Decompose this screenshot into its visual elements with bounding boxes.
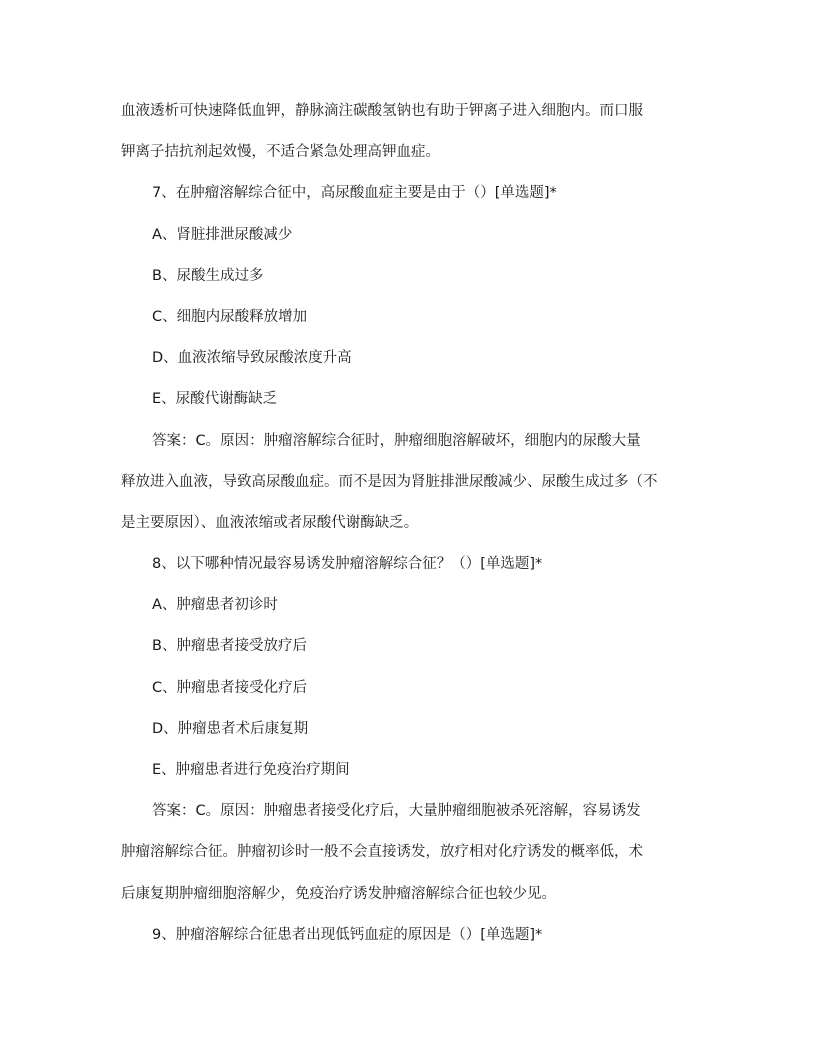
option-a: A、肿瘤患者初诊时 bbox=[152, 597, 278, 614]
text-line: 钾离子拮抗剂起效慢，不适合紧急处理高钾血症。 bbox=[121, 144, 440, 161]
option-b: B、尿酸生成过多 bbox=[152, 267, 264, 284]
question-9: 9、肿瘤溶解综合征患者出现低钙血症的原因是（）[单选题]* bbox=[152, 926, 543, 943]
option-e: E、尿酸代谢酶缺乏 bbox=[152, 391, 278, 408]
option-d: D、肿瘤患者术后康复期 bbox=[152, 720, 309, 737]
question-8: 8、以下哪种情况最容易诱发肿瘤溶解综合征？（）[单选题]* bbox=[152, 556, 543, 573]
option-c: C、肿瘤患者接受化疗后 bbox=[152, 679, 308, 696]
question-7: 7、在肿瘤溶解综合征中，高尿酸血症主要是由于（）[单选题]* bbox=[152, 185, 557, 202]
option-e: E、肿瘤患者进行免疫治疗期间 bbox=[152, 762, 350, 778]
document-body bbox=[121, 91, 703, 956]
option-b: B、肿瘤患者接受放疗后 bbox=[152, 638, 307, 655]
text-line: 肿瘤溶解综合征。肿瘤初诊时一般不会直接诱发，放疗相对化疗诱发的概率低，术 bbox=[121, 844, 643, 861]
text-line: 是主要原因）、血液浓缩或者尿酸代谢酶缺乏。 bbox=[121, 514, 419, 531]
option-c: C、细胞内尿酸释放增加 bbox=[152, 308, 308, 325]
text-line: 血液透析可快速降低血钾，静脉滴注碳酸氢钠也有助于钾离子进入细胞内。而口服 bbox=[121, 103, 643, 119]
option-d: D、血液浓缩导致尿酸浓度升高 bbox=[152, 350, 352, 367]
answer-8: 答案：C。原因：肿瘤患者接受化疗后，大量肿瘤细胞被杀死溶解，容易诱发 bbox=[152, 803, 641, 820]
answer-7: 答案：C。原因：肿瘤溶解综合征时，肿瘤细胞溶解破坏，细胞内的尿酸大量 bbox=[152, 432, 641, 449]
text-line: 释放进入血液，导致高尿酸血症。而不是因为肾脏排泄尿酸减少、尿酸生成过多（不 bbox=[121, 473, 658, 490]
option-a: A、肾脏排泄尿酸减少 bbox=[152, 226, 293, 243]
text-line: 后康复期肿瘤细胞溶解少，免疫治疗诱发肿瘤溶解综合征也较少见。 bbox=[121, 885, 556, 902]
